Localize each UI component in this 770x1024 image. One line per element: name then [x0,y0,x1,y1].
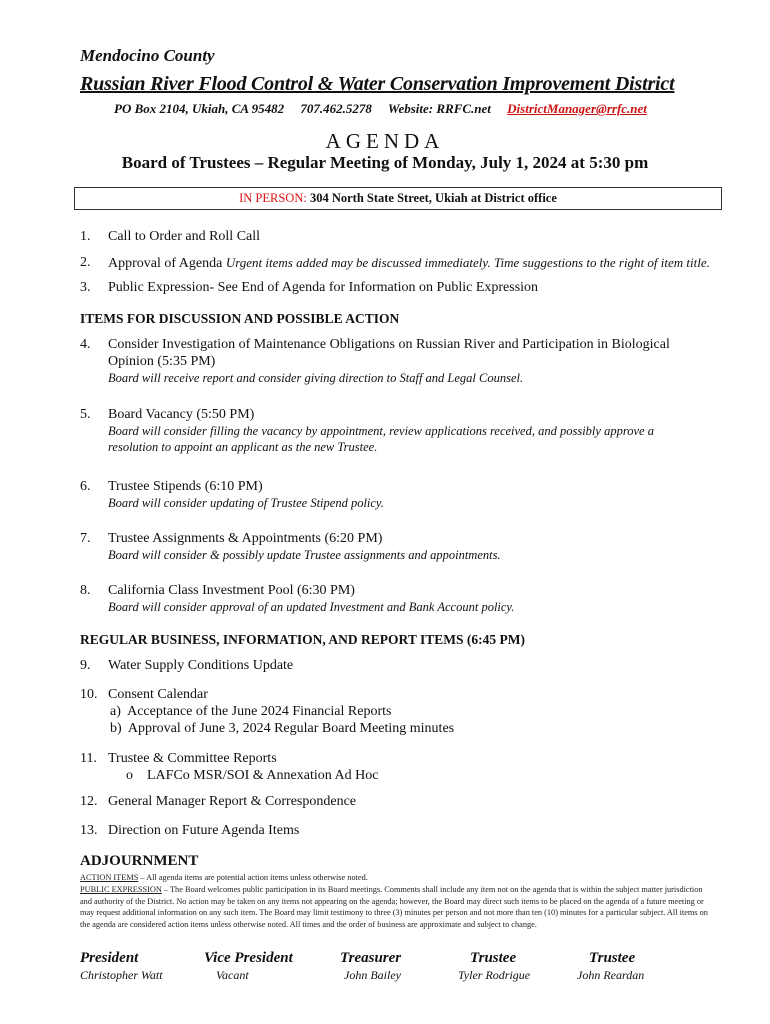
contact-line [114,101,647,117]
agenda-item-8 [80,582,705,615]
agenda-item-2 [80,254,720,272]
agenda-item-4 [80,336,705,386]
item-title: Trustee & Committee Reports [108,751,277,766]
officer-treasurer [340,950,401,983]
item-title: Trustee Assignments & Appointments (6:20 PM) [108,531,383,546]
item-note: Board will consider filling the vacancy by appointment, review applications received, and possibly approve a resolution to appoint an applicant as the new Trustee. [108,424,654,454]
agenda-title: AGENDA [325,129,445,153]
officer-president [80,950,163,983]
item-number: 1. [80,229,91,244]
item-number: 12. [80,794,98,809]
agenda-item-11 [80,750,705,784]
item-number: 2. [80,255,91,270]
item-title: Consider Investigation of Maintenance Obligations on Russian River and Participation in Biological Opinion (5:35 PM) [108,337,670,369]
item-title: Water Supply Conditions Update [108,658,294,673]
action-items-label: ACTION ITEMS [80,873,139,882]
item-number: 4. [80,337,91,352]
item-number: 8. [80,583,91,598]
consent-item-b: b) Approval of June 3, 2024 Regular Board Meeting minutes [110,721,455,736]
po-box: PO Box 2104, Ukiah, CA 95482 [114,101,285,116]
agenda-item-9 [80,657,705,674]
item-title: Public Expression- See End of Agenda for Information on Public Expression [108,280,539,295]
item-title: Trustee Stipends (6:10 PM) [108,479,263,494]
agenda-item-10 [80,686,705,737]
agenda-item-3 [80,279,705,296]
officer-role: President [80,950,139,966]
officer-role: Treasurer [340,950,402,966]
public-expression-label: PUBLIC EXPRESSION [80,884,162,894]
phone: 707.462.5278 [300,101,372,116]
item-number: 9. [80,658,91,673]
section-discussion-heading: ITEMS FOR DISCUSSION AND POSSIBLE ACTION [80,311,400,326]
officer-trustee-2 [577,950,644,983]
adjournment-heading: ADJOURNMENT [80,853,199,869]
website: Website: RRFC.net [387,101,491,116]
officers-row [80,950,700,986]
item-title: Approval of Agenda [108,256,223,271]
item-number: 11. [80,751,97,766]
officer-role: Trustee [470,950,517,966]
item-note: Board will consider approval of an updated Investment and Bank Account policy. [108,600,515,614]
agenda-item-12 [80,793,705,810]
consent-item-a: a) Acceptance of the June 2024 Financial Reports [110,704,392,719]
item-number: 10. [80,687,98,702]
officer-name: Christopher Watt [80,968,163,982]
item-title: Consent Calendar [108,687,208,702]
item-number: 3. [80,280,91,295]
fine-print [80,872,710,931]
officer-role: Vice President [204,950,293,966]
item-number: 13. [80,823,98,838]
location-address: 304 North State Street, Ukiah at District office [309,191,557,205]
officer-name: Tyler Rodrigue [458,968,531,982]
report-bullet: o LAFCo MSR/SOI & Annexation Ad Hoc [126,768,379,783]
officer-name: Vacant [216,968,249,982]
agenda-item-1 [80,228,705,245]
location-box [74,187,722,210]
item-title: Call to Order and Roll Call [108,229,261,244]
agenda-item-13 [80,822,705,839]
officer-name: John Bailey [344,968,401,982]
location-label: IN PERSON: [239,191,307,205]
item-number: 5. [80,407,91,422]
item-note: Board will consider & possibly update Trustee assignments and appointments. [108,548,501,562]
item-title: California Class Investment Pool (6:30 PM) [108,583,355,598]
officer-role: Trustee [589,950,636,966]
meeting-heading: Board of Trustees – Regular Meeting of Monday, July 1, 2024 at 5:30 pm [121,153,649,172]
district-name: Russian River Flood Control & Water Conservation Improvement District [80,73,675,95]
agenda-item-7 [80,530,705,563]
item-note: Board will receive report and consider giving direction to Staff and Legal Counsel. [108,371,524,385]
email-link[interactable]: DistrictManager@rrfc.net [507,101,647,116]
action-items-text: – All agenda items are potential action items unless otherwise noted. [138,873,368,882]
section-business-heading: REGULAR BUSINESS, INFORMATION, AND REPORT ITEMS (6:45 PM) [80,632,525,647]
item-note: Urgent items added may be discussed immediately. Time suggestions to the right of item title. [225,255,710,270]
item-title: Direction on Future Agenda Items [108,823,300,838]
item-title: General Manager Report & Correspondence [108,794,357,809]
agenda-item-5 [80,406,705,455]
officer-name: John Reardan [577,968,645,982]
item-number: 6. [80,479,91,494]
item-number: 7. [80,531,91,546]
item-title: Board Vacancy (5:50 PM) [108,407,255,422]
officer-vice-president [204,950,293,983]
public-expression-text: – The Board welcomes public participation in its Board meetings. Comments shall include any item not on the agenda that is within the subject matter jurisdiction and authority of the District. No action may be taken on any items not appearing on the agenda; however, the Board may direct such items to be placed on the agenda of a future meeting or may request additional information on any such item. The Board may limit testimony to three (3) minutes per person and not more than ten (10) minutes for a particular subject. All items on the agenda are considered action items unless otherwise noted. All times and the order of business are approximate and subject to change. [80,884,708,930]
officer-trustee-1 [458,950,530,983]
item-note: Board will consider updating of Trustee Stipend policy. [108,496,384,510]
county-name: Mendocino County [80,46,215,65]
agenda-item-6 [80,478,705,511]
